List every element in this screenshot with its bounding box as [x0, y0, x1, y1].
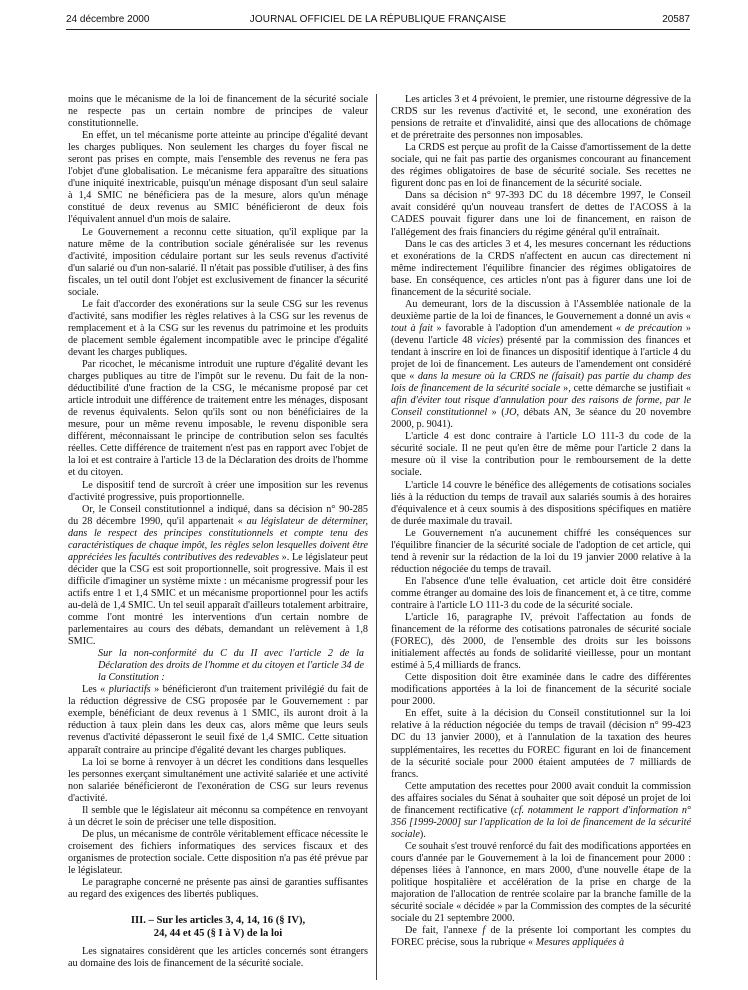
text-run: Or, le Conseil constitutionnel a indiqué, dans sa décision n° 90-285 du 28 décembre 1990, qu'il appartenait « [68, 503, 368, 527]
text-run: ). [419, 828, 426, 840]
text-run: De fait, l'annexe [405, 925, 483, 937]
paragraph: La CRDS est perçue au profit de la Caisse d'amortissement de la dette sociale, qui ne fait pas partie des organismes concourant au financement des régimes obligatoires de base de sécurité sociale. Ses recettes ne figurent donc pas en loi de financement de la sécurité sociale. [391, 142, 691, 190]
paragraph: L'article 16, paragraphe IV, prévoit l'affectation au fonds de financement de la réforme des cotisations patronales de sécurité sociale (FOREC), dès 2000, de l'ensemble des droits sur les boissons initialement affectés au fonds de solidarité vieillesse, pour un montant estimé à 5,4 milliards de francs. [391, 612, 691, 672]
paragraph: Le dispositif tend de surcroît à créer une imposition sur les revenus d'activité progressive, puis proportionnelle. [68, 479, 368, 503]
header-date: 24 décembre 2000 [66, 14, 150, 25]
right-column [391, 94, 691, 949]
text-run: » (devenu l'article 48 [391, 322, 692, 346]
header-rule [66, 29, 690, 30]
paragraph: Les articles 3 et 4 prévoient, le premier, une ristourne dégressive de la CRDS sur les revenus d'activité et, le second, une exonération des pensions de retraite et d'invalidité, ainsi que des allocations de chômage et de préretraite des personnes non imposables. [391, 94, 691, 142]
paragraph [68, 504, 368, 649]
quotation: de précaution [624, 322, 683, 334]
paragraph: Dans le cas des articles 3 et 4, les mesures concernant les réductions et exonérations de la CRDS n'affectent en aucun cas directement ni même indirectement l'équilibre financier des régimes obligatoires de base. En conséquence, ces articles n'ont pas à figurer dans une loi de financement de la sécurité sociale. [391, 238, 691, 298]
paragraph: La loi se borne à renvoyer à un décret les conditions dans lesquelles les personnes exerçant simultanément une activité salariée et une activité non salariée bénéficieront de l'exonération de CSG sur leurs revenus d'activité. [68, 756, 368, 804]
column-divider [376, 94, 377, 980]
quotation: Mesures appliquées à [535, 937, 625, 949]
page-header [66, 14, 690, 28]
paragraph: Il semble que le législateur ait méconnu sa compétence en renvoyant à un décret le soin de préciser une telle disposition. [68, 804, 368, 828]
paragraph [391, 781, 691, 841]
paragraph: En effet, suite à la décision du Conseil constitutionnel sur la loi relative à la réduction négociée du temps de travail (décision n° 99-423 DC du 13 janvier 2000), et à l'annulation de la taxation des heures supplémentaires, les recettes du FOREC figurant en loi de financement de la sécurité sociale pour 2000 étaient amputées de 7 milliards de francs. [391, 708, 691, 780]
paragraph: En effet, un tel mécanisme porte atteinte au principe d'égalité devant les charges publiques. Non seulement les charges du foyer fiscal ne seront pas prises en compte, mais l'ensemble des revenus ne fera pas l'objet d'une globalisation. Le mécanisme fera apparaître des situations d'une iniquité inextricable, puisqu'un ménage disposant d'un seul salaire à 1,4 SMIC ne bénéficiera pas de la mesure, alors qu'un ménage constitué de deux revenus au SMIC bénéficieront de deux fois l'équivalent annuel d'un mois de salaire. [68, 130, 368, 226]
left-column [68, 94, 368, 970]
paragraph: moins que le mécanisme de la loi de financement de la sécurité sociale ne respecte pas un certain nombre de principes de valeur constitutionnelle. [68, 94, 368, 130]
paragraph [68, 684, 368, 756]
section-heading-line: 24, 44 et 45 (§ I à V) de la loi [153, 927, 283, 939]
text-run: Les « [82, 684, 109, 696]
quotation: dans la mesure où la CRDS ne (faisait) pas partie du champ des lois de financement de la sécurité sociale [391, 371, 691, 395]
text-run: Au demeurant, lors de la discussion à l'Assemblée nationale de la deuxième partie de la loi de finances, le Gouvernement a donné un avis « [391, 298, 691, 322]
paragraph: En l'absence d'une telle évaluation, cet article doit être considéré comme étranger au domaine des lois de financement et, à ce titre, comme contraire à l'article LO 111-3 du code de la sécurité sociale. [391, 575, 691, 611]
paragraph: Le Gouvernement a reconnu cette situation, qu'il explique par la nature même de la contribution sociale généralisée sur les revenus d'activité, imposition cédulaire portant sur les seuls revenus d'activité d'un salarié ou d'un non-salarié. Il n'était pas possible d'utiliser, à des fins fiscales, un tel outil dont l'objet est exclusivement de financer la sécurité sociale. [68, 226, 368, 298]
quotation: tout à fait [391, 322, 433, 334]
paragraph: Cette disposition doit être examinée dans le cadre des différentes modifications apportées à la loi de financement de la sécurité sociale pour 2000. [391, 672, 691, 708]
text-run: » favorable à l'adoption d'un amendement « [432, 322, 625, 334]
paragraph: Dans sa décision n° 97-393 DC du 18 décembre 1997, le Conseil avait considéré qu'un nouveau transfert de dettes de l'ACOSS à la CADES pouvait figurer dans une loi de financement, en raison de l'allégement des frais financiers du régime général qu'il entraînait. [391, 190, 691, 238]
text-run: », cette démarche se justifiait « [560, 383, 691, 395]
paragraph: L'article 4 est donc contraire à l'article LO 111-3 du code de la sécurité sociale. Il ne peut qu'en être de même pour l'article 2 dans la mesure où il vise la contribution pour le remboursement de la dette sociale. [391, 431, 691, 479]
text-run: , débats AN, 3e séance du 20 novembre 2000, p. 9041). [391, 407, 691, 431]
citation: cf. notamment le rapport d'information n° 356 [1999-2000] sur l'application de la loi de financement de la sécurité sociale [391, 804, 691, 840]
paragraph: Le fait d'accorder des exonérations sur la seule CSG sur les revenus d'activité, sans modifier les règles relatives à la CSG sur les revenus de remplacement et à la CSG sur les revenus du patrimoine et les produits de placement semble également incompatible avec le principe d'égalité devant les charges publiques. [68, 298, 368, 358]
text-run: Cette amputation des recettes pour 2000 avait conduit la commission des affaires sociales du Sénat à souhaiter que soit déposé un projet de loi de financement rectificative ( [391, 780, 691, 816]
paragraph [391, 299, 691, 432]
section-heading-line: III. – Sur les articles 3, 4, 14, 16 (§ IV), [130, 915, 306, 927]
paragraph [391, 925, 691, 949]
paragraph: Les signataires considèrent que les articles concernés sont étrangers au domaine des lois de financement de la sécurité sociale. [68, 946, 368, 970]
sub-heading: Sur la non-conformité du C du II avec l'article 2 de la Déclaration des droits de l'homme et du citoyen et l'article 34 de la Constitution : [98, 648, 364, 684]
paragraph: Ce souhait s'est trouvé renforcé du fait des modifications apportées en cours d'année par le Gouvernement à la loi de financement pour 2000 : dépenses liées à l'annonce, en mars 2000, d'une nouvelle étape de la politique hospitalière et accélération de la prise en charge de la majoration de l'allocation de rentrée scolaire par la branche famille de la sécurité sociale « décidée » par la Commission des comptes de la sécurité sociale du 21 septembre 2000. [391, 840, 691, 925]
paragraph: Le paragraphe concerné ne présente pas ainsi de garanties suffisantes au regard des exigences des libertés publiques. [68, 877, 368, 901]
text-run: ». Le législateur peut décider que la CSG est soit proportionnelle, soit progressive. Mais il est difficile d'imaginer un système mixte : un mécanisme progressif pour les actifs entre 1 et 1,4 SMIC et un mécanisme proportionnel pour les actifs au-delà de 1,4 SMIC. Un tel seuil apparaît d'ailleurs totalement arbitraire, comme l'ont montré les interventions d'un certain nombre de parlementaires au cours des débats, demandant un relèvement à 1,8 SMIC. [68, 551, 369, 648]
text-run: ) présenté par la commission des finances et tendant à inscrire en loi de finances un dispositif identique à l'article 4 du projet de loi de financement. Les auteurs de l'amendement ont considéré que « [391, 334, 691, 383]
quotation: afin d'éviter tout risque d'annulation pour des raisons de forme, par le Conseil constitutionnel [391, 395, 691, 419]
text-run: » bénéficieront d'un traitement privilégié du fait de la réduction dégressive de CSG proposée par le Gouvernement : par exemple, bénéficiant de deux revenus à 1 SMIC, ils auront droit à la réduction à taux plein dans les deux cas, alors même que leurs seuls revenus d'activité dépasseront le seuil fixé de 1,4 SMIC. Cette situation apparaît contraire au principe d'égalité devant les charges publiques. [68, 684, 368, 756]
header-journal-title: JOURNAL OFFICIEL DE LA RÉPUBLIQUE FRANÇAISE [249, 14, 507, 25]
header-page-number: 20587 [662, 14, 690, 25]
paragraph: L'article 14 couvre le bénéfice des allégements de cotisations sociales liés à la réduction du temps de travail aux salariés soumis à des horaires d'équivalence et à ceux soumis à des dispositions spécifiques en matière de durée maximale du travail. [391, 479, 691, 527]
text-run: » ( [487, 407, 505, 419]
section-heading [68, 915, 368, 940]
text-run: de la présente loi comportant les comptes du FOREC précise, sous la rubrique « [391, 925, 692, 949]
emphasis: JO [504, 407, 517, 419]
paragraph: De plus, un mécanisme de contrôle véritablement efficace nécessite le croisement des fichiers informatiques des services fiscaux et des organismes de protection sociale. Cette disposition n'a pas été prévue par le législateur. [68, 828, 368, 876]
emphasis: vicies [476, 334, 500, 346]
quotation: au législateur de déterminer, dans le respect des principes constitutionnels et compte tenu des caractéristiques de chaque impôt, les règles selon lesquelles doivent être appréciées les facultés contributives des redevables [68, 515, 368, 563]
paragraph: Par ricochet, le mécanisme introduit une rupture d'égalité devant les charges publiques au titre de l'impôt sur le revenu. Du fait de la non-déductibilité d'une fraction de la CSG, le mécanisme proposé par cet article introduit une différence de traitement entre les ménages, disposant de revenus équivalents. Selon qu'ils sont ou non bénéficiaires de la mesure, pour un même revenu imposable, le revenu disponible sera différent, méconnaissant le principe de contribution selon ses facultés réelles. Cette différence de traitement n'est pas en rapport avec l'objet de la loi et est contraire à l'article 13 de la Déclaration des droits de l'homme et du citoyen. [68, 359, 368, 479]
emphasis: f [482, 925, 486, 937]
emphasis: pluriactifs [108, 684, 151, 696]
paragraph: Le Gouvernement n'a aucunement chiffré les conséquences sur l'équilibre financier de la sécurité sociale de l'adoption de cet article, qui tend à revenir sur la rédaction de la loi du 19 janvier 2000 relative à la réduction négociée du temps de travail. [391, 527, 691, 575]
